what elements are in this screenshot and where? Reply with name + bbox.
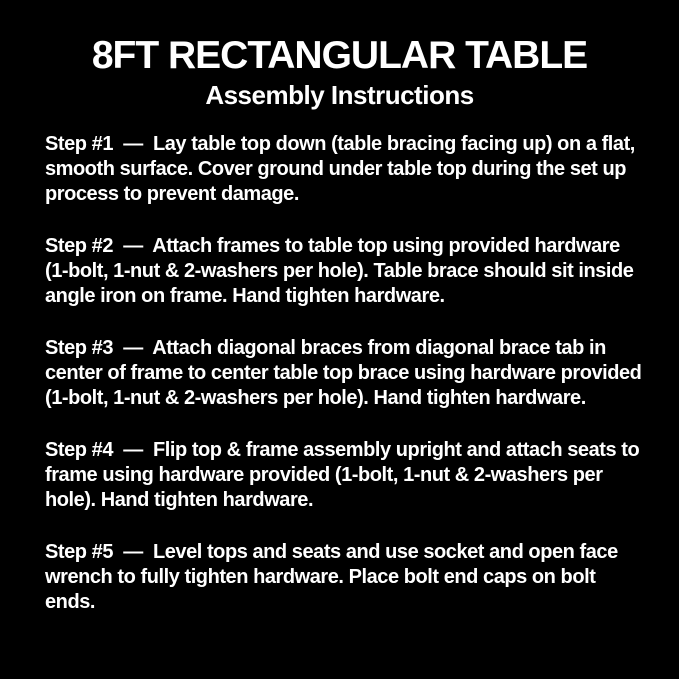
page-subtitle: Assembly Instructions <box>205 80 474 110</box>
header <box>0 0 679 110</box>
step-5-text: Step #5 — Level tops and seats and use socket and open face wrench to fully tighten hardware. Place bolt end caps on bolt ends. <box>45 541 618 613</box>
step-1-text: Step #1 — Lay table top down (table bracing facing up) on a flat, smooth surface. Cover ground under table top during the set up process to prevent damage. <box>45 133 635 205</box>
page-title: 8FT RECTANGULAR TABLE <box>91 34 588 77</box>
step-4-text: Step #4 — Flip top & frame assembly upright and attach seats to frame using hardware provided (1-bolt, 1-nut & 2-washers per hole). Hand tighten hardware. <box>45 439 640 511</box>
steps-list <box>0 110 679 615</box>
step-2-text: Step #2 — Attach frames to table top using provided hardware (1-bolt, 1-nut & 2-washers per hole). Table brace should sit inside angle iron on frame. Hand tighten hardware. <box>45 235 634 307</box>
step-3-text: Step #3 — Attach diagonal braces from diagonal brace tab in center of frame to center table top brace using hardware provided (1-bolt, 1-nut & 2-washers per hole). Hand tighten hardware. <box>45 337 642 409</box>
